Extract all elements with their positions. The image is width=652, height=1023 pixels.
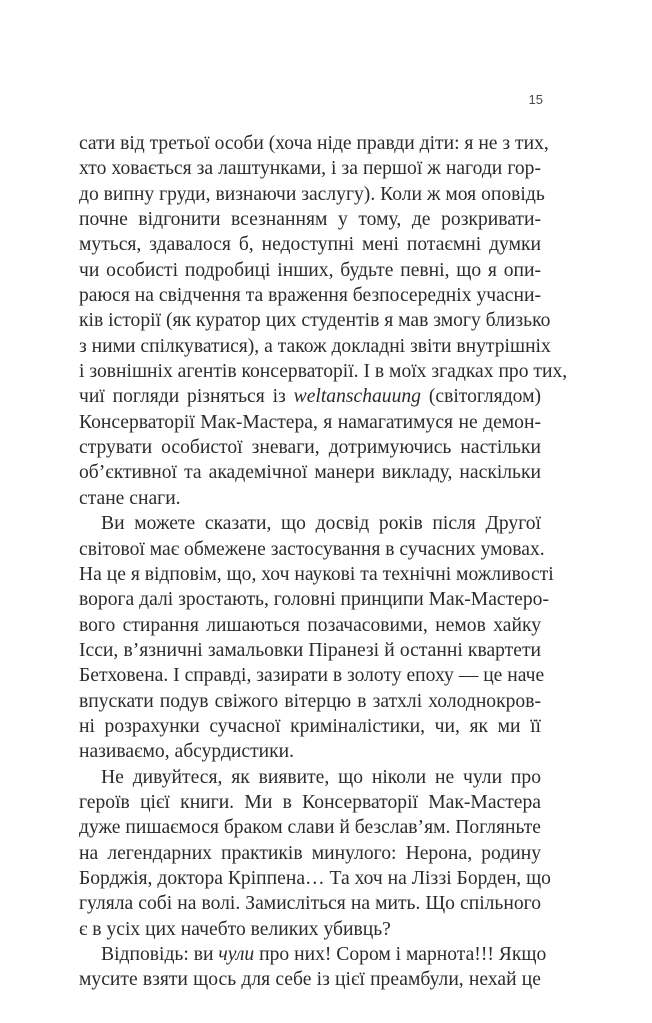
text-line: Не дивуйтеся, як виявите, що ніколи не чули про <box>101 766 541 788</box>
text-line: Бетховена. І справді, зазирати в золоту епоху — це наче <box>79 665 545 687</box>
text-line: об’єктивної та академічної манери викладу, наскільки <box>79 462 541 484</box>
text-line-with-italic <box>79 942 547 967</box>
text-line: на легендарних практиків минулого: Нерона, родину <box>79 842 541 864</box>
text-line: ні розрахунки сучасної криміналістики, чи, як ми її <box>79 715 541 737</box>
text-line: впускати подув свіжого вітерцю в затхлі холоднокров- <box>79 690 541 712</box>
text-line: стане снаги. <box>79 487 181 509</box>
text-line: сати від третьої особи (хоча ніде правди діти: я не з тих, <box>79 133 549 154</box>
text-line: ворога далі зростають, головні принципи Мак-Мастеро- <box>79 589 549 611</box>
text-line-with-italic <box>79 384 541 409</box>
text-segment: Відповідь: ви <box>101 944 214 965</box>
text-line: На це я відповім, що, хоч наукові та технічні можливості <box>79 563 554 585</box>
text-line: мусите взяти щось для себе із цієї преамбули, нехай це <box>79 969 541 991</box>
text-segment: про них! Сором і марнота!!! Якщо <box>259 944 547 965</box>
text-line: вого стирання лишаються позачасовими, немов хайку <box>79 614 541 636</box>
text-line: і зовнішніх агентів консерваторії. І в моїх згадках про тих, <box>79 361 568 383</box>
text-line: гуляла собі на волі. Замисліться на мить. Що спільного <box>79 893 541 915</box>
text-line: з ними спілкуватися), а також докладні звіти внутрішніх <box>79 335 551 357</box>
text-segment: чиї погляди різняться із <box>79 386 286 408</box>
text-line: чи особисті подробиці інших, будьте певні, що я опи- <box>79 259 541 281</box>
text-line: героїв цієї книги. Ми в Консерваторії Мак-Мастера <box>79 791 541 813</box>
text-line: раюся на свідчення та враження безпосередніх учасни- <box>79 285 541 307</box>
text-line: Борджія, доктора Кріппена… Та хоч на Ліззі Борден, що <box>79 867 551 889</box>
text-line: Ви можете сказати, що досвід років після Другої <box>101 513 541 535</box>
text-line: струвати особистої зневаги, дотримуючись настільки <box>79 437 541 459</box>
italic-term: weltanschauung <box>293 386 421 408</box>
text-line: муться, здавалося б, недоступні мені потаємні думки <box>79 234 541 256</box>
italic-term: чули <box>218 944 255 965</box>
text-line: світової має обмежене застосування в сучасних умовах. <box>79 538 545 560</box>
text-segment: (світоглядом) <box>428 386 542 408</box>
text-line: Ісси, в’язничні замальовки Піранезі й останні квартети <box>79 639 541 661</box>
text-line: ків історії (як куратор цих студентів я мав змогу близько <box>79 310 551 332</box>
page-number: 15 <box>528 92 543 107</box>
text-line: називаємо, абсурдистики. <box>79 741 295 763</box>
text-line: є в усіх цих начебто великих убивць? <box>79 918 391 940</box>
text-line: хто ховається за лаштунками, і за першої ж нагоди гор- <box>79 158 541 180</box>
text-line: почне відгонити всезнанням у тому, де розкривати- <box>79 209 541 231</box>
body-text <box>79 131 568 993</box>
text-line: Консерваторії Мак-Мастера, я намагатимуся не демон- <box>79 411 541 433</box>
text-line: дуже пишаємося браком слави й безслав’ям. Погляньте <box>79 817 541 839</box>
text-line: до випну груди, визнаючи заслугу). Коли ж моя оповідь <box>79 183 545 205</box>
